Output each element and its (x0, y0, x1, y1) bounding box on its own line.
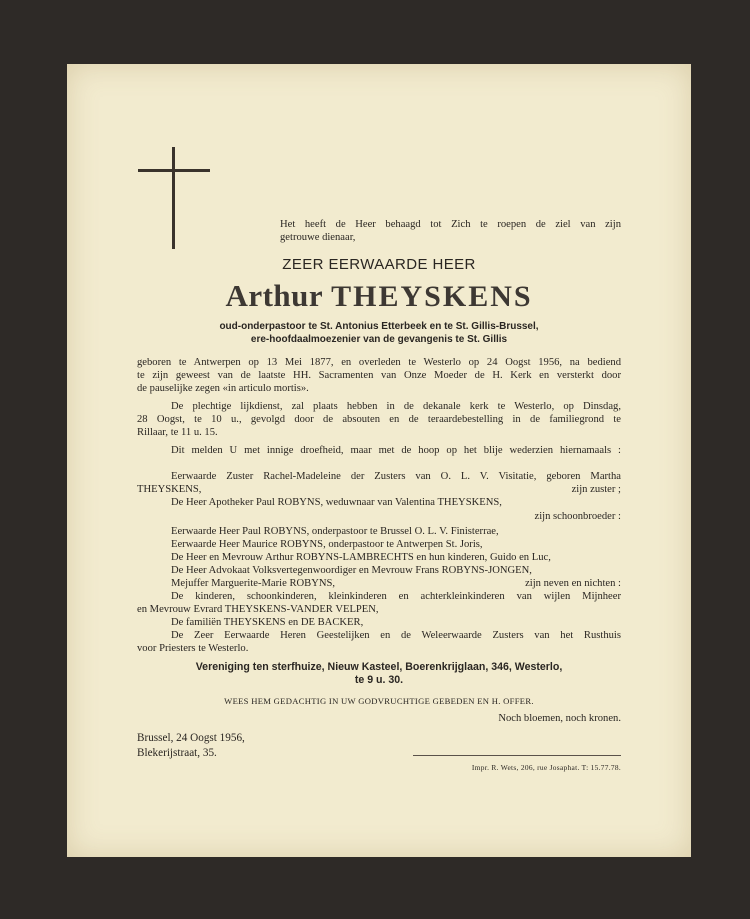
relative-line: De Zeer Eerwaarde Heren Geestelijken en de Weleerwaarde Zusters van het Rusthuis (171, 630, 621, 641)
relative-line: De Heer Advokaat Volksvertegenwoordiger en Mevrouw Frans ROBYNS-JONGEN, (171, 565, 532, 576)
intro-line-1: Het heeft de Heer behaagd tot Zich te roepen de ziel van zijn (280, 219, 621, 230)
visitation-line-2: te 9 u. 30. (354, 674, 404, 686)
last-name: THEYSKENS (331, 280, 533, 313)
no-flowers-note: Noch bloemen, noch kronen. (498, 713, 621, 724)
service-line-2: 28 Oogst, te 10 u., gevolgd door de absouten en de teraardebestelling in de familiegrond te (137, 414, 621, 425)
relative-line: De kinderen, schoonkinderen, kleinkinderen en achterkleinkinderen van wijlen Mijnheer (171, 591, 621, 602)
relative-line: De Heer en Mevrouw Arthur ROBYNS-LAMBRECHTS en hun kinderen, Guido en Luc, (171, 552, 551, 563)
relative-line: THEYSKENS, (137, 484, 202, 495)
remembrance-line: WEES HEM GEDACHTIG IN UW GODVRUCHTIGE GEBEDEN EN H. OFFER. (224, 696, 534, 706)
relative-line: De Heer Apotheker Paul ROBYNS, weduwnaar van Valentina THEYSKENS, (171, 497, 502, 508)
place-date: Brussel, 24 Oogst 1956, (137, 732, 245, 744)
service-line-3: Rillaar, te 11 u. 15. (137, 427, 218, 438)
relative-line: Eerwaarde Zuster Rachel-Madeleine der Zusters van O. L. V. Visitatie, geboren Martha (171, 471, 621, 482)
relative-line: Mejuffer Marguerite-Marie ROBYNS, (171, 578, 336, 589)
service-line-1: De plechtige lijkdienst, zal plaats hebben in de dekanale kerk te Westerlo, op Dinsdag, (171, 401, 621, 412)
cross-icon (138, 147, 210, 249)
title-line-1: oud-onderpastoor te St. Antonius Etterbeek en te St. Gillis-Brussel, (219, 321, 539, 332)
relation-label: zijn schoonbroeder : (534, 511, 621, 522)
honorific-heading: ZEER EERWAARDE HEER (282, 256, 476, 273)
relation-label: zijn zuster ; (571, 484, 621, 495)
visitation-line-1: Vereniging ten sterfhuize, Nieuw Kasteel, Boerenkrijglaan, 346, Westerlo, (195, 661, 563, 673)
birth-line-2: te zijn geweest van de laatste HH. Sacramenten van Onze Moeder de H. Kerk en versterkt door (137, 370, 621, 381)
announcement-line: Dit melden U met innige droefheid, maar met de hoop op het blije wederzien hiernamaals : (171, 445, 621, 456)
relation-label: zijn neven en nichten : (525, 578, 621, 589)
title-line-2: ere-hoofdaalmoezenier van de gevangenis te St. Gillis (250, 334, 508, 345)
printer-imprint: Impr. R. Wets, 206, rue Josaphat. T: 15.77.78. (471, 763, 621, 772)
intro-line-2: getrouwe dienaar, (280, 232, 356, 243)
first-name: Arthur (225, 278, 324, 313)
relative-line: Eerwaarde Heer Maurice ROBYNS, onderpastoor te Antwerpen St. Joris, (171, 539, 483, 550)
birth-line-1: geboren te Antwerpen op 13 Mei 1877, en overleden te Westerlo op 24 Oogst 1956, na bediend (137, 357, 621, 368)
address: Blekerijstraat, 35. (137, 747, 217, 759)
memorial-card (67, 64, 691, 857)
relative-line: De familiën THEYSKENS en DE BACKER, (171, 617, 364, 628)
relative-line: voor Priesters te Westerlo. (137, 643, 249, 654)
deceased-name (67, 278, 691, 314)
relative-line: en Mevrouw Evrard THEYSKENS-VANDER VELPEN, (137, 604, 379, 615)
birth-line-3: de pauselijke zegen «in articulo mortis». (137, 383, 309, 394)
relative-line: Eerwaarde Heer Paul ROBYNS, onderpastoor te Brussel O. L. V. Finisterrae, (171, 526, 499, 537)
divider (413, 755, 621, 756)
